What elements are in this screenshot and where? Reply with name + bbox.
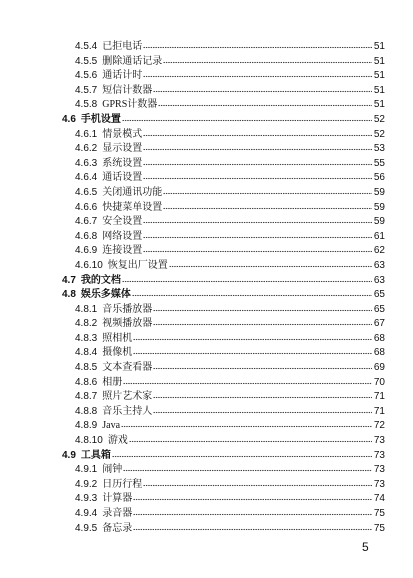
toc-subsection-entry <box>62 186 385 201</box>
entry-page-number: 65 <box>373 303 385 315</box>
entry-title: 删除通话记录 <box>102 55 163 67</box>
toc-subsection-entry <box>62 434 385 449</box>
toc-subsection-entry <box>62 230 385 245</box>
entry-title: GPRS计数器 <box>102 99 158 111</box>
entry-page-number: 53 <box>373 143 385 155</box>
dot-leader <box>112 455 372 458</box>
entry-number: 4.5.7 <box>75 84 98 96</box>
entry-title: 娱乐多媒体 <box>80 289 131 301</box>
entry-title: 关闭通讯功能 <box>102 186 163 198</box>
entry-page-number: 61 <box>373 230 385 242</box>
dot-leader <box>153 323 372 326</box>
entry-title: 网络设置 <box>102 230 143 242</box>
entry-title: 照片艺术家 <box>102 391 153 403</box>
entry-title: 摄像机 <box>102 347 133 359</box>
dot-leader <box>158 104 372 107</box>
entry-title: 相册 <box>102 376 123 388</box>
entry-number: 4.6.4 <box>75 172 98 184</box>
dot-leader <box>143 236 372 239</box>
toc-subsection-entry <box>62 84 385 99</box>
toc-subsection-entry <box>62 478 385 493</box>
toc-subsection-entry <box>62 40 385 55</box>
toc-section-entry <box>62 449 385 464</box>
toc-subsection-entry <box>62 463 385 478</box>
dot-leader <box>143 221 372 224</box>
entry-title: 游戏 <box>107 435 128 447</box>
entry-number: 4.8.7 <box>75 391 98 403</box>
entry-number: 4.6.1 <box>75 128 98 140</box>
dot-leader <box>143 46 372 49</box>
dot-leader <box>153 367 372 370</box>
entry-page-number: 73 <box>373 435 385 447</box>
entry-page-number: 75 <box>373 508 385 519</box>
entry-title: 连接设置 <box>102 245 143 257</box>
entry-number: 4.8.2 <box>75 318 98 330</box>
entry-number: 4.8.6 <box>75 376 98 388</box>
entry-page-number: 59 <box>373 216 385 228</box>
entry-number: 4.8.4 <box>75 347 98 359</box>
entry-page-number: 63 <box>373 259 385 271</box>
dot-leader <box>143 134 372 137</box>
dot-leader <box>143 250 372 253</box>
dot-leader <box>163 207 372 210</box>
entry-title: 情景模式 <box>102 128 143 140</box>
toc-subsection-entry <box>62 69 385 84</box>
entry-number: 4.6.10 <box>75 259 103 271</box>
toc-subsection-entry <box>62 405 385 420</box>
dot-leader <box>153 309 372 312</box>
toc-subsection-entry <box>62 55 385 70</box>
entry-number: 4.6.2 <box>75 143 98 155</box>
entry-title: 手机设置 <box>80 113 121 125</box>
toc-subsection-entry <box>62 332 385 347</box>
toc-subsection-entry <box>62 419 385 434</box>
entry-number: 4.9.4 <box>75 508 98 519</box>
entry-number: 4.8.1 <box>75 303 98 315</box>
toc-subsection-entry <box>62 157 385 172</box>
toc-subsection-entry <box>62 98 385 113</box>
entry-number: 4.8.9 <box>75 420 98 432</box>
entry-title: 日历行程 <box>102 478 143 490</box>
dot-leader <box>163 192 372 195</box>
entry-title: 恢复出厂设置 <box>107 259 168 271</box>
entry-page-number: 65 <box>373 289 385 301</box>
entry-title: 安全设置 <box>102 216 143 228</box>
entry-title: 我的文档 <box>80 274 121 286</box>
toc-subsection-entry <box>62 303 385 318</box>
entry-number: 4.9.2 <box>75 478 98 490</box>
entry-title: 短信计数器 <box>102 84 153 96</box>
entry-page-number: 71 <box>373 405 385 417</box>
dot-leader <box>123 469 372 472</box>
entry-page-number: 51 <box>373 41 385 52</box>
dot-leader <box>133 513 372 516</box>
entry-page-number: 72 <box>373 420 385 432</box>
dot-leader <box>129 440 372 443</box>
entry-number: 4.8.10 <box>75 435 103 447</box>
entry-page-number: 68 <box>373 347 385 359</box>
entry-page-number: 55 <box>373 157 385 169</box>
entry-page-number: 67 <box>373 318 385 330</box>
entry-number: 4.6.6 <box>75 201 98 213</box>
entry-title: 视频播放器 <box>102 318 153 330</box>
toc-subsection-entry <box>62 346 385 361</box>
dot-leader <box>143 148 372 151</box>
entry-number: 4.9 <box>62 449 76 461</box>
entry-title: 照相机 <box>102 332 133 344</box>
entry-title: Java <box>102 420 121 432</box>
entry-page-number: 52 <box>373 113 385 125</box>
entry-number: 4.5.8 <box>75 99 98 111</box>
entry-page-number: 51 <box>373 84 385 96</box>
entry-page-number: 52 <box>373 128 385 140</box>
entry-number: 4.5.5 <box>75 55 98 67</box>
entry-title: 快捷菜单设置 <box>102 201 163 213</box>
entry-number: 4.9.1 <box>75 464 98 476</box>
entry-title: 计算器 <box>102 493 133 505</box>
toc-subsection-entry <box>62 522 385 537</box>
entry-number: 4.8.3 <box>75 332 98 344</box>
entry-number: 4.8.5 <box>75 362 98 374</box>
toc-subsection-entry <box>62 507 385 522</box>
entry-title: 工具箱 <box>80 449 111 461</box>
dot-leader <box>121 425 372 428</box>
entry-page-number: 51 <box>373 70 385 82</box>
toc-subsection-entry <box>62 376 385 391</box>
toc-subsection-entry <box>62 142 385 157</box>
entry-page-number: 59 <box>373 201 385 213</box>
entry-page-number: 73 <box>373 449 385 461</box>
toc-section-entry <box>62 288 385 303</box>
entry-number: 4.6.7 <box>75 216 98 228</box>
entry-number: 4.9.5 <box>75 522 98 534</box>
toc-subsection-entry <box>62 390 385 405</box>
entry-title: 闹钟 <box>102 464 123 476</box>
entry-title: 文本查看器 <box>102 362 153 374</box>
toc-subsection-entry <box>62 492 385 507</box>
toc-subsection-entry <box>62 361 385 376</box>
entry-page-number: 62 <box>373 245 385 257</box>
dot-leader <box>143 177 372 180</box>
entry-number: 4.6.9 <box>75 245 98 257</box>
toc-subsection-entry <box>62 128 385 143</box>
entry-title: 备忘录 <box>102 522 133 534</box>
toc-section-entry <box>62 274 385 289</box>
entry-number: 4.6.5 <box>75 186 98 198</box>
entry-page-number: 63 <box>373 274 385 286</box>
entry-number: 4.8.8 <box>75 405 98 417</box>
entry-number: 4.5.6 <box>75 70 98 82</box>
toc-subsection-entry <box>62 259 385 274</box>
page-number: 5 <box>362 540 369 554</box>
dot-leader <box>153 411 372 414</box>
entry-title: 通话计时 <box>102 70 143 82</box>
entry-number: 4.6 <box>62 113 76 125</box>
entry-page-number: 59 <box>373 186 385 198</box>
dot-leader <box>143 163 372 166</box>
dot-leader <box>133 338 372 341</box>
entry-page-number: 71 <box>373 391 385 403</box>
toc-subsection-entry <box>62 215 385 230</box>
entry-number: 4.5.4 <box>75 41 98 52</box>
dot-leader <box>143 75 372 78</box>
dot-leader <box>123 382 372 385</box>
entry-page-number: 75 <box>373 522 385 534</box>
entry-page-number: 68 <box>373 332 385 344</box>
entry-number: 4.9.3 <box>75 493 98 505</box>
entry-page-number: 51 <box>373 99 385 111</box>
dot-leader <box>163 61 372 64</box>
entry-page-number: 56 <box>373 172 385 184</box>
dot-leader <box>133 498 372 501</box>
entry-title: 音乐播放器 <box>102 303 153 315</box>
entry-title: 已拒电话 <box>102 41 143 52</box>
dot-leader <box>132 294 372 297</box>
entry-number: 4.8 <box>62 289 76 301</box>
dot-leader <box>169 265 372 268</box>
entry-page-number: 74 <box>373 493 385 505</box>
dot-leader <box>153 90 372 93</box>
toc-subsection-entry <box>62 244 385 259</box>
entry-page-number: 69 <box>373 362 385 374</box>
entry-title: 音乐主持人 <box>102 405 153 417</box>
dot-leader <box>153 396 372 399</box>
entry-page-number: 51 <box>373 55 385 67</box>
entry-title: 录音器 <box>102 508 133 519</box>
dot-leader <box>122 280 372 283</box>
entry-title: 系统设置 <box>102 157 143 169</box>
entry-title: 通话设置 <box>102 172 143 184</box>
entry-title: 显示设置 <box>102 143 143 155</box>
entry-page-number: 73 <box>373 478 385 490</box>
entry-number: 4.6.3 <box>75 157 98 169</box>
toc-subsection-entry <box>62 317 385 332</box>
entry-page-number: 70 <box>373 376 385 388</box>
dot-leader <box>122 119 372 122</box>
toc-subsection-entry <box>62 171 385 186</box>
dot-leader <box>133 528 372 531</box>
entry-number: 4.7 <box>62 274 76 286</box>
entry-page-number: 73 <box>373 464 385 476</box>
table-of-contents <box>62 40 385 536</box>
toc-subsection-entry <box>62 201 385 216</box>
toc-section-entry <box>62 113 385 128</box>
entry-number: 4.6.8 <box>75 230 98 242</box>
dot-leader <box>143 484 372 487</box>
dot-leader <box>133 352 372 355</box>
